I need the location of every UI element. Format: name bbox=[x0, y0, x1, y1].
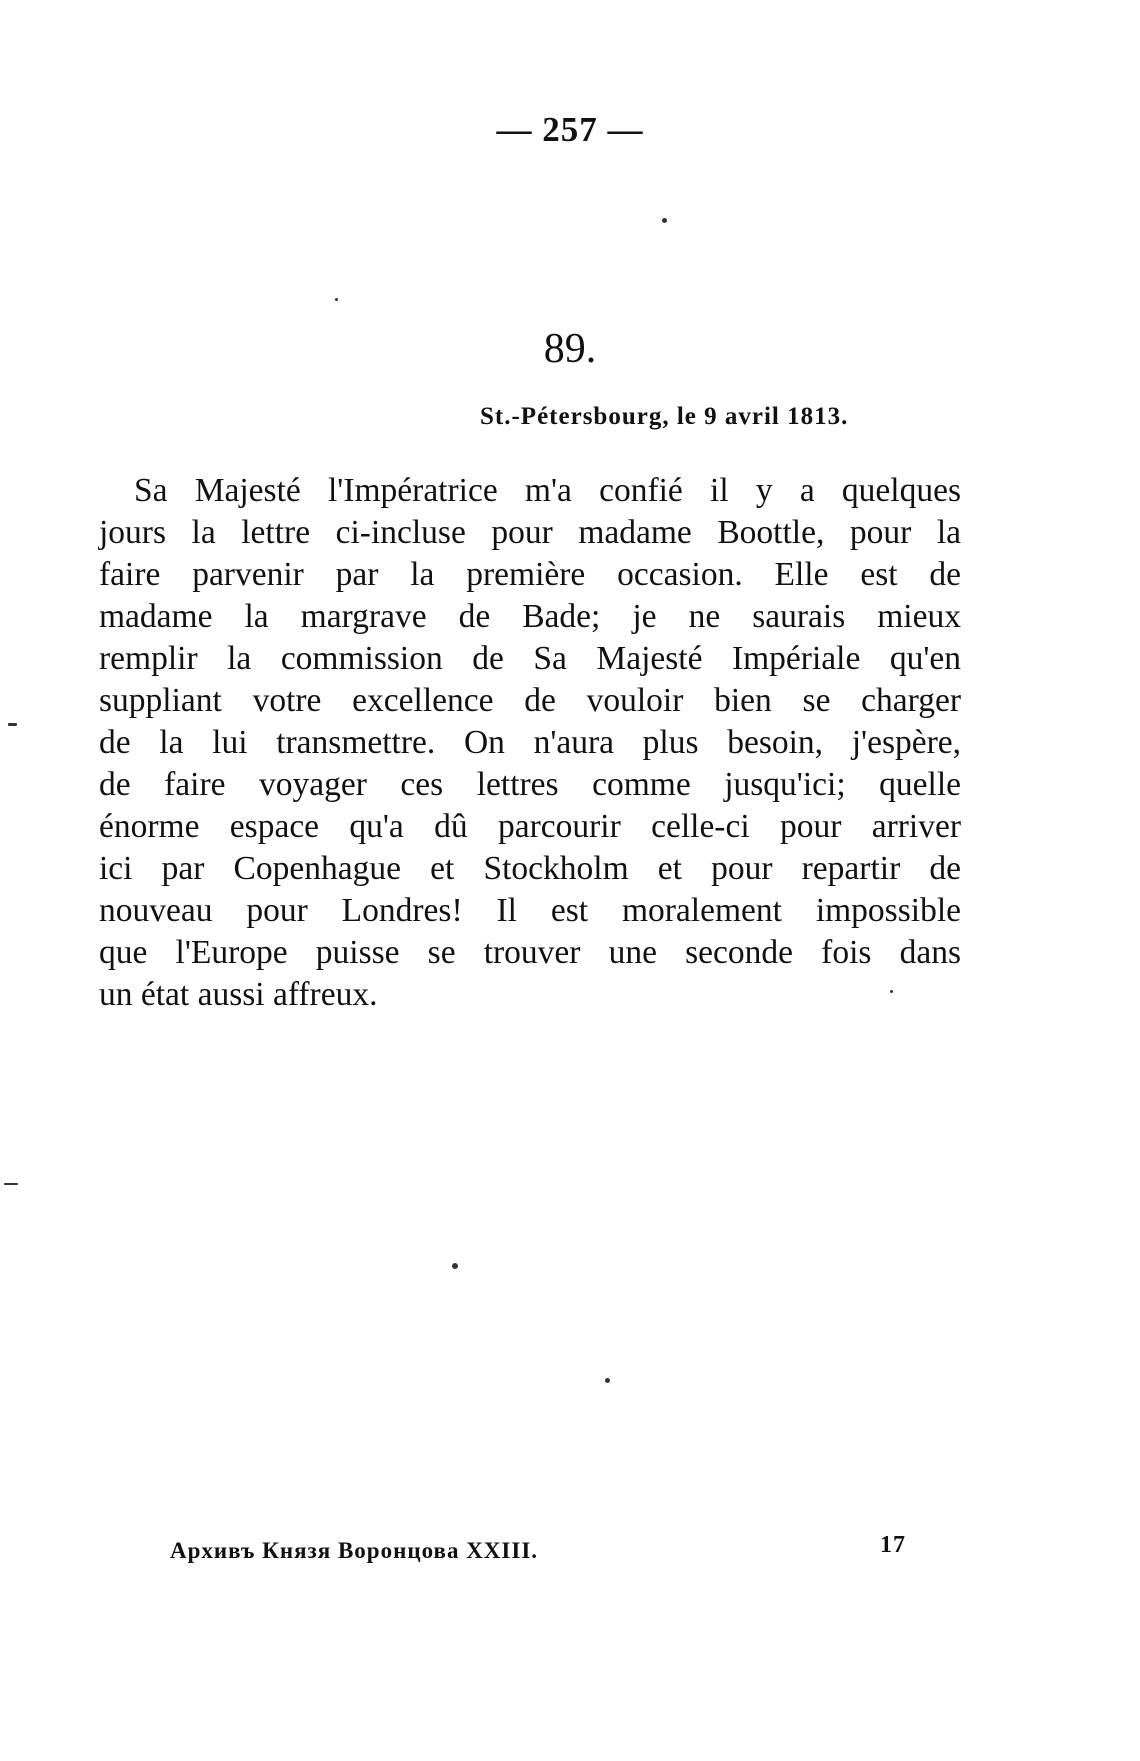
body-line: un état aussi affreux. bbox=[99, 976, 378, 1013]
dateline: St.-Pétersbourg, le 9 avril 1813. bbox=[480, 403, 849, 430]
scan-speck bbox=[452, 1263, 458, 1269]
body-line: de faire voyager ces lettres comme jusqu'ici; quelle bbox=[99, 766, 961, 803]
body-line: énorme espace qu'a dû parcourir celle-ci pour arriver bbox=[99, 808, 961, 845]
scan-speck bbox=[8, 723, 17, 726]
body-line: de la lui transmettre. On n'aura plus besoin, j'espère, bbox=[99, 724, 961, 761]
letter-body bbox=[99, 470, 961, 1016]
body-line: madame la margrave de Bade; je ne saurais mieux bbox=[99, 598, 961, 635]
scan-speck bbox=[605, 1378, 610, 1383]
scan-speck bbox=[662, 218, 667, 223]
scan-speck bbox=[4, 1183, 18, 1185]
scan-speck bbox=[890, 990, 893, 993]
page-number: — 257 — bbox=[496, 110, 644, 149]
body-line: ici par Copenhague et Stockholm et pour repartir de bbox=[99, 850, 961, 887]
archive-title: Архивъ Князя Воронцова XXIII. bbox=[170, 1538, 539, 1563]
body-line: remplir la commission de Sa Majesté Impériale qu'en bbox=[99, 640, 961, 677]
scan-speck bbox=[335, 298, 338, 301]
body-line: Sa Majesté l'Impératrice m'a confié il y a quelques bbox=[134, 472, 961, 509]
body-line: que l'Europe puisse se trouver une seconde fois dans bbox=[99, 934, 961, 971]
sheet-signature: 17 bbox=[880, 1532, 906, 1558]
body-line: nouveau pour Londres! Il est moralement impossible bbox=[99, 892, 961, 929]
letter-number: 89. bbox=[543, 326, 597, 372]
body-line: jours la lettre ci-incluse pour madame Boottle, pour la bbox=[99, 514, 961, 551]
body-line: faire parvenir par la première occasion. Elle est de bbox=[99, 556, 961, 593]
body-line: suppliant votre excellence de vouloir bien se charger bbox=[99, 682, 961, 719]
